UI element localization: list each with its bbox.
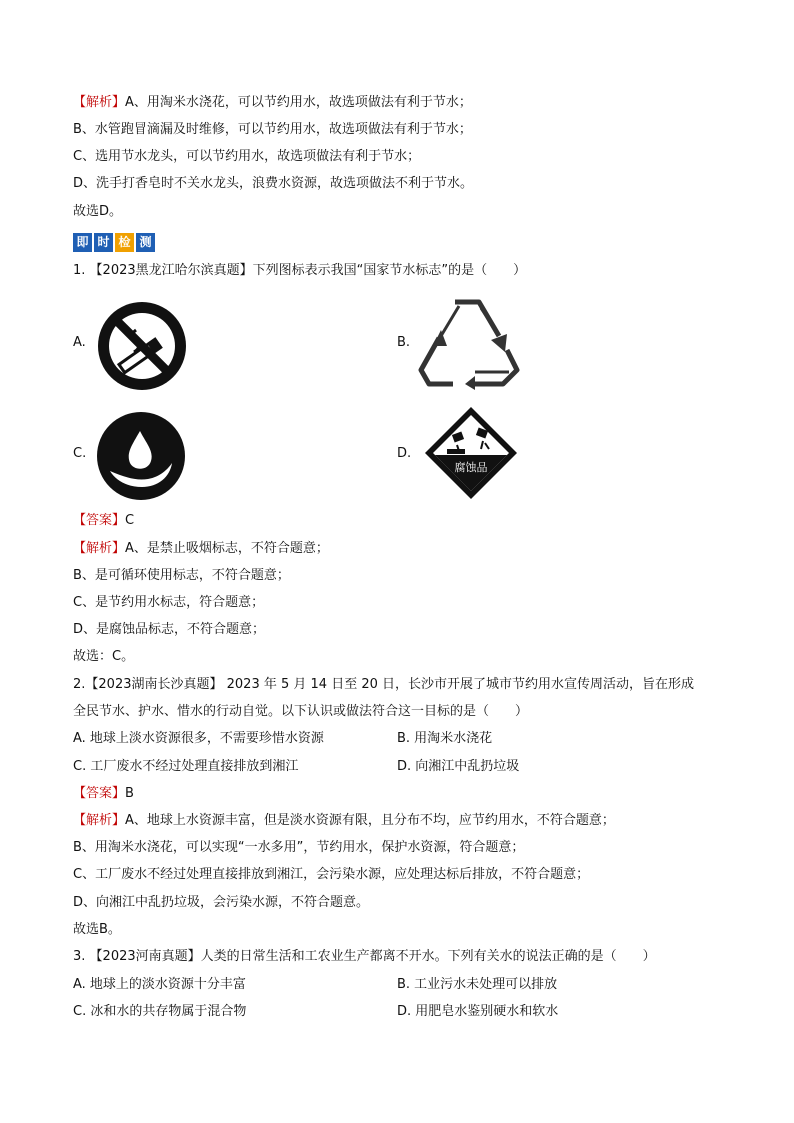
question-3-stem: 3. 【2023河南真题】人类的日常生活和工农业生产都离不开水。下列有关水的说法正确的是（ ） xyxy=(73,949,656,964)
section-tag: 测 xyxy=(136,233,155,252)
explain-line: D、洗手打香皂时不关水龙头，浪费水资源，故选项做法不利于节水。 xyxy=(73,176,474,191)
question-2-stem: 2.【2023湖南长沙真题】 2023 年 5 月 14 日至 20 日，长沙市开展了城市节约用水宣传周活动，旨在形成 xyxy=(73,677,694,692)
corrosive-icon[interactable] xyxy=(423,405,519,501)
section-tag: 即 xyxy=(73,233,92,252)
option-d[interactable]: D. 用肥皂水鉴别硬水和软水 xyxy=(397,1004,559,1019)
option-c[interactable]: C. 工厂废水不经过处理直接排放到湘江 xyxy=(73,759,299,774)
recycle-icon[interactable] xyxy=(417,292,521,390)
option-b-label: B. xyxy=(397,335,411,350)
explain-line: C、是节约用水标志，符合题意； xyxy=(73,595,265,610)
explain-line: B、用淘米水浇花，可以实现“一水多用”，节约用水，保护水资源，符合题意； xyxy=(73,840,525,855)
question-2-stem-cont: 全民节水、护水、惜水的行动自觉。以下认识或做法符合这一目标的是（ ） xyxy=(73,704,529,719)
option-b[interactable]: B. 工业污水未处理可以排放 xyxy=(397,977,558,992)
explain-line: C、选用节水龙头，可以节约用水，故选项做法有利于节水； xyxy=(73,149,421,164)
no-smoking-icon[interactable] xyxy=(96,300,188,392)
section-tag: 时 xyxy=(94,233,113,252)
explain-line: D、是腐蚀品标志，不符合题意； xyxy=(73,622,266,637)
corrosive-icon-text: 腐蚀品 xyxy=(454,461,488,474)
option-c[interactable]: C. 冰和水的共存物属于混合物 xyxy=(73,1004,247,1019)
explain-line: C、工厂废水不经过处理直接排放到湘江，会污染水源，应处理达标后排放，不符合题意； xyxy=(73,867,590,882)
explain-line: B、水管跑冒滴漏及时维修，可以节约用水，故选项做法有利于节水； xyxy=(73,122,472,137)
option-a-label: A. xyxy=(73,335,86,350)
option-d-label: D. xyxy=(397,446,412,461)
section-tag: 检 xyxy=(115,233,134,252)
conclusion: 故选：C。 xyxy=(73,649,135,664)
water-saving-icon[interactable] xyxy=(96,411,186,501)
explain-line: 【解析】A、是禁止吸烟标志，不符合题意； xyxy=(73,541,329,556)
option-d[interactable]: D. 向湘江中乱扔垃圾 xyxy=(397,759,520,774)
option-a[interactable]: A. 地球上的淡水资源十分丰富 xyxy=(73,977,246,992)
section-header xyxy=(73,233,157,252)
explain-line: 【解析】A、地球上水资源丰富，但是淡水资源有限，且分布不均，应节约用水，不符合题意； xyxy=(73,813,615,828)
question-1-stem: 1. 【2023黑龙江哈尔滨真题】下列图标表示我国“国家节水标志”的是（ ） xyxy=(73,263,527,278)
conclusion: 故选D。 xyxy=(73,204,123,219)
option-c-label: C. xyxy=(73,446,87,461)
explain-line: B、是可循环使用标志，不符合题意； xyxy=(73,568,290,583)
answer-line: 【答案】C xyxy=(73,513,135,528)
explain-line: D、向湘江中乱扔垃圾，会污染水源，不符合题意。 xyxy=(73,895,370,910)
answer-line: 【答案】B xyxy=(73,786,134,801)
option-a[interactable]: A. 地球上淡水资源很多，不需要珍惜水资源 xyxy=(73,731,324,746)
conclusion: 故选B。 xyxy=(73,922,121,937)
explain-line: 【解析】A、用淘米水浇花，可以节约用水，故选项做法有利于节水； xyxy=(73,95,472,110)
option-b[interactable]: B. 用淘米水浇花 xyxy=(397,731,493,746)
